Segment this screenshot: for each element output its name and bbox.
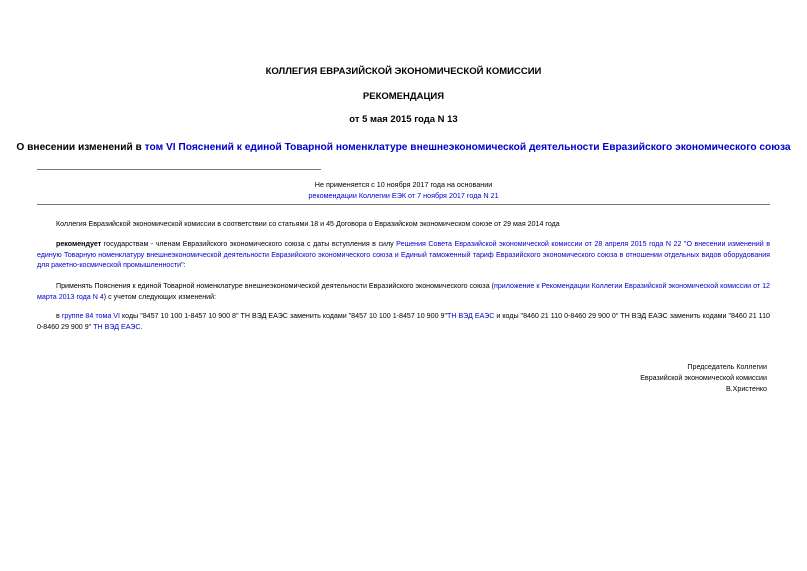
title-prefix: О внесении изменений в (16, 142, 145, 153)
recommends-paragraph: рекомендует государствам - членам Евразийского экономического союза с даты вступления в силу Решения Совета Евразийской экономической комиссии от 28 апреля 2015 года N 22 "О внесении изменений в единую Товарную номенклатуру внешнеэкономической деятельности Евразийского экономического союза и Единый таможенный тариф Евразийского экономического союза в отношении отдельных видов оборудования для ракетно-космической промышленности": (37, 240, 770, 270)
apply-paragraph: Применять Пояснения к единой Товарной номенклатуре внешнеэкономической деятельности Евразийского экономического союза (приложение к Рекомендации Коллегии Евразийской экономической комиссии от 12 марта 2013 года N 4) с учетом следующих изменений: (37, 282, 771, 301)
date-number-heading: от 5 мая 2015 года N 13 (349, 114, 458, 125)
divider-full (37, 204, 770, 205)
divider-short (37, 169, 321, 170)
annex-link[interactable]: приложение к Рекомендации Коллегии Евразийской экономической комиссии от 12 марта 2013 года N 4 (37, 282, 771, 301)
status-note-link-line (0, 191, 807, 200)
status-note-link[interactable]: рекомендации Коллегии ЕЭК от 7 ноября 2017 года N 21 (308, 191, 499, 200)
decision-link[interactable]: Решения Совета Евразийской экономической комиссии от 28 апреля 2015 года N 22 "О внесении изменений в единую Товарную номенклатуру внешнеэкономической деятельности Евразийского экономического союза и Единый таможенный тариф Евразийского экономического союза в отношении отдельных видов оборудования для ракетно-космической промышленности" (37, 240, 770, 270)
signature-block (517, 362, 767, 395)
status-note: Не применяется с 10 ноября 2017 года на основании (314, 180, 493, 189)
signature-name: В.Христенко (725, 385, 767, 393)
group-84-link[interactable]: группе 84 (61, 312, 94, 320)
tn-ved-link-2[interactable]: ТН ВЭД ЕАЭС (93, 322, 141, 331)
org-heading: КОЛЛЕГИЯ ЕВРАЗИЙСКОЙ ЭКОНОМИЧЕСКОЙ КОМИССИИ (265, 66, 542, 77)
signature-title: Председатель Коллегии (687, 363, 767, 371)
preamble-paragraph: Коллегия Евразийской экономической комиссии в соответствии со статьями 18 и 45 Договора о Евразийском экономическом союзе от 29 мая 2014 года (56, 220, 560, 228)
recommends-bold: рекомендует (56, 240, 102, 248)
tn-ved-link-1[interactable]: ТН ВЭД ЕАЭС (446, 312, 495, 320)
document-title (0, 142, 807, 153)
volume-vi-link[interactable]: тома VI (95, 312, 120, 320)
doc-type-heading: РЕКОМЕНДАЦИЯ (362, 91, 445, 102)
signature-org: Евразийской экономической комиссии (640, 374, 767, 382)
change-paragraph: в группе 84 тома VI коды "8457 10 100 1-8457 10 900 8" ТН ВЭД ЕАЭС заменить кодами "8457 10 100 1-8457 10 900 9"ТН ВЭД ЕАЭС и коды "8460 21 110 0-8460 29 900 0" ТН ВЭД ЕАЭС заменить кодами "8460 21 110 0-8460 29 900 9" ТН ВЭД ЕАЭС. (37, 312, 770, 331)
title-link[interactable]: том VI Пояснений к единой Товарной номенклатуре внешнеэкономической деятельности Евразийского экономического союза (144, 142, 791, 153)
